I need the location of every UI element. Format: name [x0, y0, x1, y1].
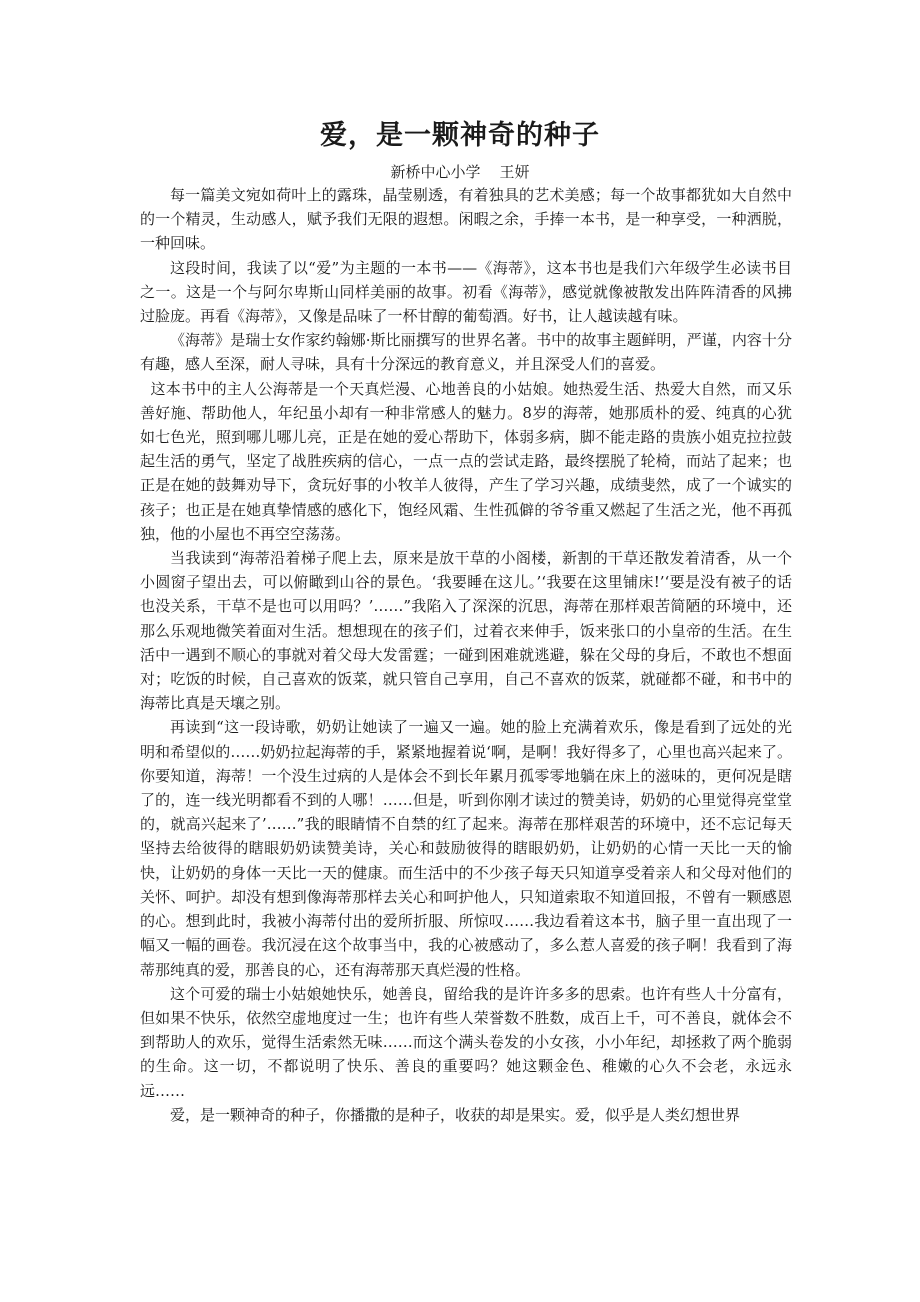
paragraph-intro: 每一篇美文宛如荷叶上的露珠，晶莹剔透，有着独具的艺术美感；每一个故事都犹如大自然中的一个精灵，生动感人，赋予我们无限的遐想。闲暇之余，手捧一本书，是一种享受，一种洒脱，一种回味。 — [140, 186, 792, 253]
paragraph-protagonist: 这本书中的主人公海蒂是一个天真烂漫、心地善良的小姑娘。她热爱生活、热爱大自然，而又乐善好施、帮助他人，年纪虽小却有一种非常感人的魅力。8岁的海蒂，她那质朴的爱、纯真的心犹如七色光，照到哪儿哪儿亮，正是在她的爱心帮助下，体弱多病，脚不能走路的贵族小姐克拉拉鼓起生活的勇气，坚定了战胜疾病的信心，一点一点的尝试走路，最终摆脱了轮椅，而站了起来；也正是在她的鼓舞劝导下，贪玩好事的小牧羊人彼得，产生了学习兴趣，成绩斐然，成了一个诚实的孩子；也正是在她真挚情感的感化下，饱经风霜、生性孤僻的爷爷重又燃起了生活之光，他不再孤独，他的小屋也不再空空荡荡。 — [140, 379, 792, 543]
paragraph-author: 《海蒂》是瑞士女作家约翰娜·斯比丽撰写的世界名著。书中的故事主题鲜明，严谨，内容十分有趣，感人至深，耐人寻味，具有十分深远的教育意义，并且深受人们的喜爱。 — [140, 331, 792, 374]
document-body — [140, 183, 792, 1127]
paragraph-thoughts: 这个可爱的瑞士小姑娘她快乐，她善良，留给我的是许许多多的思索。也许有些人十分富有，但如果不快乐，依然空虚地度过一生；也许有些人荣誉数不胜数，成百上千，可不善良，就体会不到帮助人的欢乐，觉得生活索然无味……而这个满头卷发的小女孩，小小年纪，却拯救了两个脆弱的生命。这一切，不都说明了快乐、善良的重要吗？她这颗金色、稚嫩的心久不会老，永远永远…… — [140, 984, 792, 1100]
document-title: 爱，是一颗神奇的种子 — [320, 120, 600, 151]
paragraph-reflection-one: 当我读到“海蒂沿着梯子爬上去，原来是放干草的小阁楼，新割的干草还散发着清香，从一个小圆窗子望出去，可以俯瞰到山谷的景色。‘我要睡在这儿。’‘我要在这里铺床!’‘要是没有被子的话也没关系，干草不是也可以用吗？’……”我陷入了深深的沉思，海蒂在那样艰苦简陋的环境中，还那么乐观地微笑着面对生活。想想现在的孩子们，过着衣来伸手，饭来张口的小皇帝的生活。在生活中一遇到不顺心的事就对着父母大发雷霆；一碰到困难就逃避，躲在父母的身后，不敢也不想面对；吃饭的时候，自己喜欢的饭菜，就只管自己享用，自己不喜欢的饭菜，就碰都不碰，和书中的海蒂比真是天壤之别。 — [140, 549, 792, 713]
author-byline: 新桥中心小学 王妍 — [390, 163, 530, 181]
paragraph-reflection-two: 再读到“这一段诗歌，奶奶让她读了一遍又一遍。她的脸上充满着欢乐，像是看到了远处的光明和希望似的……奶奶拉起海蒂的手，紧紧地握着说‘啊，是啊！我好得多了，心里也高兴起来了。你要知道，海蒂！一个没生过病的人是体会不到长年累月孤零零地躺在床上的滋味的，更何况是瞎了的，连一线光明都看不到的人哪！……但是，听到你刚才读过的赞美诗，奶奶的心里觉得亮堂堂的，就高兴起来了’……”我的眼睛情不自禁的红了起来。海蒂在那样艰苦的环境中，还不忘记每天坚持去给彼得的瞎眼奶奶读赞美诗，关心和鼓励彼得的瞎眼奶奶，让奶奶的心情一天比一天的愉快，让奶奶的身体一天比一天的健康。而生活中的不少孩子每天只知道享受着亲人和父母对他们的关怀、呵护。却没有想到像海蒂那样去关心和呵护他人，只知道索取不知道回报，不曾有一颗感恩的心。想到此时，我被小海蒂付出的爱所折服、所惊叹……我边看着这本书，脑子里一直出现了一幅又一幅的画卷。我沉浸在这个故事当中，我的心被感动了，多么惹人喜爱的孩子啊！我看到了海蒂那纯真的爱，那善良的心，还有海蒂那天真烂漫的性格。 — [140, 718, 792, 979]
paragraph-conclusion: 爱，是一颗神奇的种子，你播撒的是种子，收获的却是果实。爱，似乎是人类幻想世界 — [170, 1105, 741, 1124]
paragraph-book-intro: 这段时间，我读了以“爱”为主题的一本书——《海蒂》，这本书也是我们六年级学生必读书目之一。这是一个与阿尔卑斯山同样美丽的故事。初看《海蒂》，感觉就像被散发出阵阵清香的风拂过脸庞。再看《海蒂》，又像是品味了一杯甘醇的葡萄酒。好书，让人越读越有味。 — [140, 258, 792, 326]
